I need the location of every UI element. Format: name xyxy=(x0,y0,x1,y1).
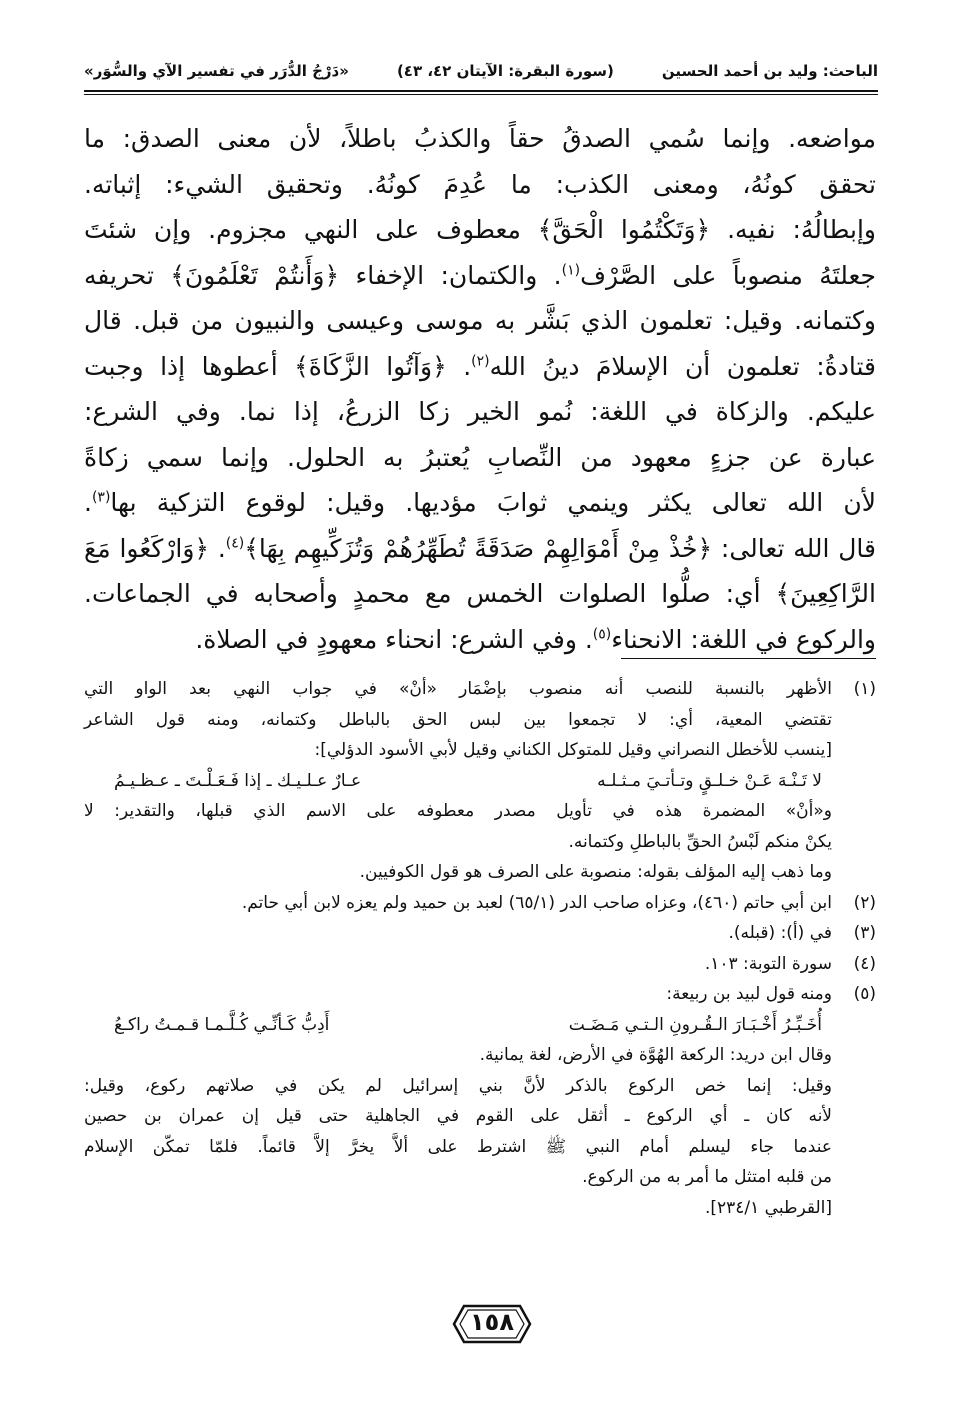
footnote-number: (١) xyxy=(853,679,876,699)
footnote-line: في (أ): (قبله). xyxy=(728,923,832,943)
body-line: مواضعه. وإنما سُمي الصدقُ حقاً والكذبُ باطلاً، لأن معنى الصدق: ما xyxy=(84,124,876,153)
body-line: لأن الله تعالى يكثر وينمي ثوابَ مؤديها. وقيل: لوقوع التزكية بها$^{(٣)}$. xyxy=(84,488,876,517)
body-text: . وفي الشرع: انحناء معهودٍ في الصلاة. xyxy=(195,624,593,654)
footnote-line: ومنه قول لبيد بن ربيعة: xyxy=(666,984,832,1004)
body-text: والركوع في اللغة: الانحناء xyxy=(611,624,876,654)
footnote-line: عندما جاء ليسلم أمام النبي ﷺ اشترط على ألاَّ يخرَّ إلاَّ قائماً. فلمّا تمكّن الإسلام xyxy=(84,1136,832,1157)
header-rule xyxy=(84,90,878,92)
footnote-ref: (٢) xyxy=(471,353,490,370)
body-line: وكتمانه. وقيل: تعلمون الذي بَشَّر به موسى وعيسى والنبيون من قبل. قال xyxy=(84,306,876,335)
footnote-4 xyxy=(84,949,876,980)
footnote-3 xyxy=(84,918,876,949)
footnote-line: [ينسب للأخطل النصراني وقيل للمتوكل الكناني وقيل لأبي الأسود الدؤلي]: xyxy=(314,740,832,760)
main-text xyxy=(84,116,876,662)
body-text: . ﴿وَارْكَعُوا مَعَ xyxy=(84,533,226,563)
header-rule-thin xyxy=(84,94,878,95)
verse-first-hemistich: أُخَـبِّـرُ أَخْـبَـارَ الـقُـرونِ الـتـي مَـضَـت xyxy=(568,1014,822,1035)
page-number: ١٥٨ xyxy=(470,1308,514,1336)
footnote-line: [القرطبي ٢٣٤/١]. xyxy=(704,1197,832,1218)
poetry-verse xyxy=(84,1010,832,1041)
footnote-ref: (٥) xyxy=(592,626,612,643)
footnote-separator xyxy=(621,658,876,659)
footnote-line: من قلبه امتثل ما أمر به من الركوع. xyxy=(582,1167,832,1187)
body-text: . ﴿وَآتُوا الزَّكَاةَ﴾ أعطوها إذا وجبت xyxy=(84,351,472,381)
body-text: لأن الله تعالى يكثر وينمي ثوابَ مؤديها. وقيل: لوقوع التزكية بها xyxy=(110,488,876,517)
footnote-1 xyxy=(84,674,876,888)
footnote-number: (٢) xyxy=(853,892,876,913)
footnote-line: يكنْ منكم لَبْسُ الحقِّ بالباطلِ وكتمانه. xyxy=(568,831,832,852)
footnote-ref: (٤) xyxy=(225,535,245,552)
header-book-title: «دَرْجُ الدُّرَر في تفسير الآي والسُّوَر» xyxy=(84,62,349,80)
page-number-ornament xyxy=(452,1302,532,1346)
body-text: جعلتَهُ منصوباً على الصَّرْف xyxy=(580,260,876,290)
footnote-ref: (١) xyxy=(561,262,581,279)
footnote-number: (٤) xyxy=(853,953,876,974)
header-surah: (سورة البقرة: الآيتان ٤٢، ٤٣) xyxy=(396,62,614,80)
body-text: . والكتمان: الإخفاء ﴿وَأَنتُمْ تَعْلَمُونَ﴾ تحريفه xyxy=(84,260,562,290)
footnote-2 xyxy=(84,888,876,919)
body-line: الرَّاكِعِينَ﴾ أي: صلُّوا الصلوات الخمس مع محمدٍ وأصحابه في الجماعات. xyxy=(84,579,876,608)
verse-first-hemistich: لا تَـنْـهَ عَـنْ خـلـقٍ وتـأتـيَ مـثـلـه xyxy=(597,770,822,791)
header-author: الباحث: وليد بن أحمد الحسين xyxy=(661,62,878,80)
body-text: قال الله تعالى: ﴿خُذْ مِنْ أَمْوَالِهِمْ صَدَقَةً تُطَهِّرُهُمْ وَتُزَكِّيهِم بِهَا﴾ xyxy=(244,533,876,563)
body-line: وإبطالُهُ: نفيه. ﴿وَتَكْتُمُوا الْحَقَّ﴾ معطوف على النهي مجزوم. وإن شئتَ xyxy=(84,215,876,244)
body-line: عبارة عن جزءٍ معهود من النِّصابِ يُعتبرُ به الحلول. وإنما سمي زكاةً xyxy=(84,442,876,472)
footnote-line: لأنه كان ـ أي الركوع ـ أثقل على القوم في الجاهلية حتى قيل إن عمران بن حصين xyxy=(84,1106,832,1126)
verse-second-hemistich: أَدِبُّ كَـأنِّـي كُـلَّـمـا قـمـتُ راكـعُ xyxy=(114,1014,330,1035)
footnote-ref: (٣) xyxy=(91,489,111,506)
footnote-line: وما ذهب إليه المؤلف بقوله: منصوبة على الصرف هو قول الكوفيين. xyxy=(359,862,832,882)
footnote-line: تقتضي المعية، أي: لا تجمعوا بين لبس الحق بالباطل وكتمانه، ومنه قول الشاعر xyxy=(84,709,832,730)
footnote-5 xyxy=(84,979,876,1223)
footnotes xyxy=(84,674,876,1223)
footnote-line: الأظهر بالنسبة للنصب أنه منصوب بإضْمَار «أنْ» في جواب النهي بعد الواو التي xyxy=(84,679,832,699)
footnote-line: وقال ابن دريد: الركعة الهُوَّة في الأرض، لغة يمانية. xyxy=(479,1045,832,1065)
body-line xyxy=(84,253,876,299)
body-line xyxy=(84,344,876,390)
footnote-line: و«أنْ» المضمرة هذه في تأويل مصدر معطوفه على الاسم الذي قبلها، والتقدير: لا xyxy=(84,801,832,821)
body-line xyxy=(84,617,876,663)
verse-second-hemistich: عـارٌ عـلـيـك ـ إذا فَـعَـلْـتَ ـ عـظـيـمُ xyxy=(114,770,362,791)
footnote-number: (٥) xyxy=(853,984,876,1004)
running-header xyxy=(84,54,878,88)
footnote-line: سورة التوبة: ١٠٣. xyxy=(704,953,832,974)
body-line: عليكم. والزكاة في اللغة: نُمو الخير زكا الزرعُ، إذا نما. وفي الشرع: xyxy=(84,397,876,426)
footnote-number: (٣) xyxy=(853,923,876,943)
body-line xyxy=(84,526,876,572)
footnote-line: وقيل: إنما خص الركوع بالذكر لأنَّ بني إسرائيل لم يكن في صلاتهم ركوع، وقيل: xyxy=(84,1075,832,1096)
body-text: قتادةُ: تعلمون أن الإسلامَ دينُ الله xyxy=(489,351,876,381)
footnote-line: ابن أبي حاتم (٤٦٠)، وعزاه صاحب الدر (٦٥/١) لعبد بن حميد ولم يعزه لابن أبي حاتم. xyxy=(241,892,832,913)
poetry-verse xyxy=(84,766,832,797)
body-line: تحقق كونُهُ، ومعنى الكذب: ما عُدِمَ كونُهُ. وتحقيق الشيء: إثباته. xyxy=(84,169,876,199)
